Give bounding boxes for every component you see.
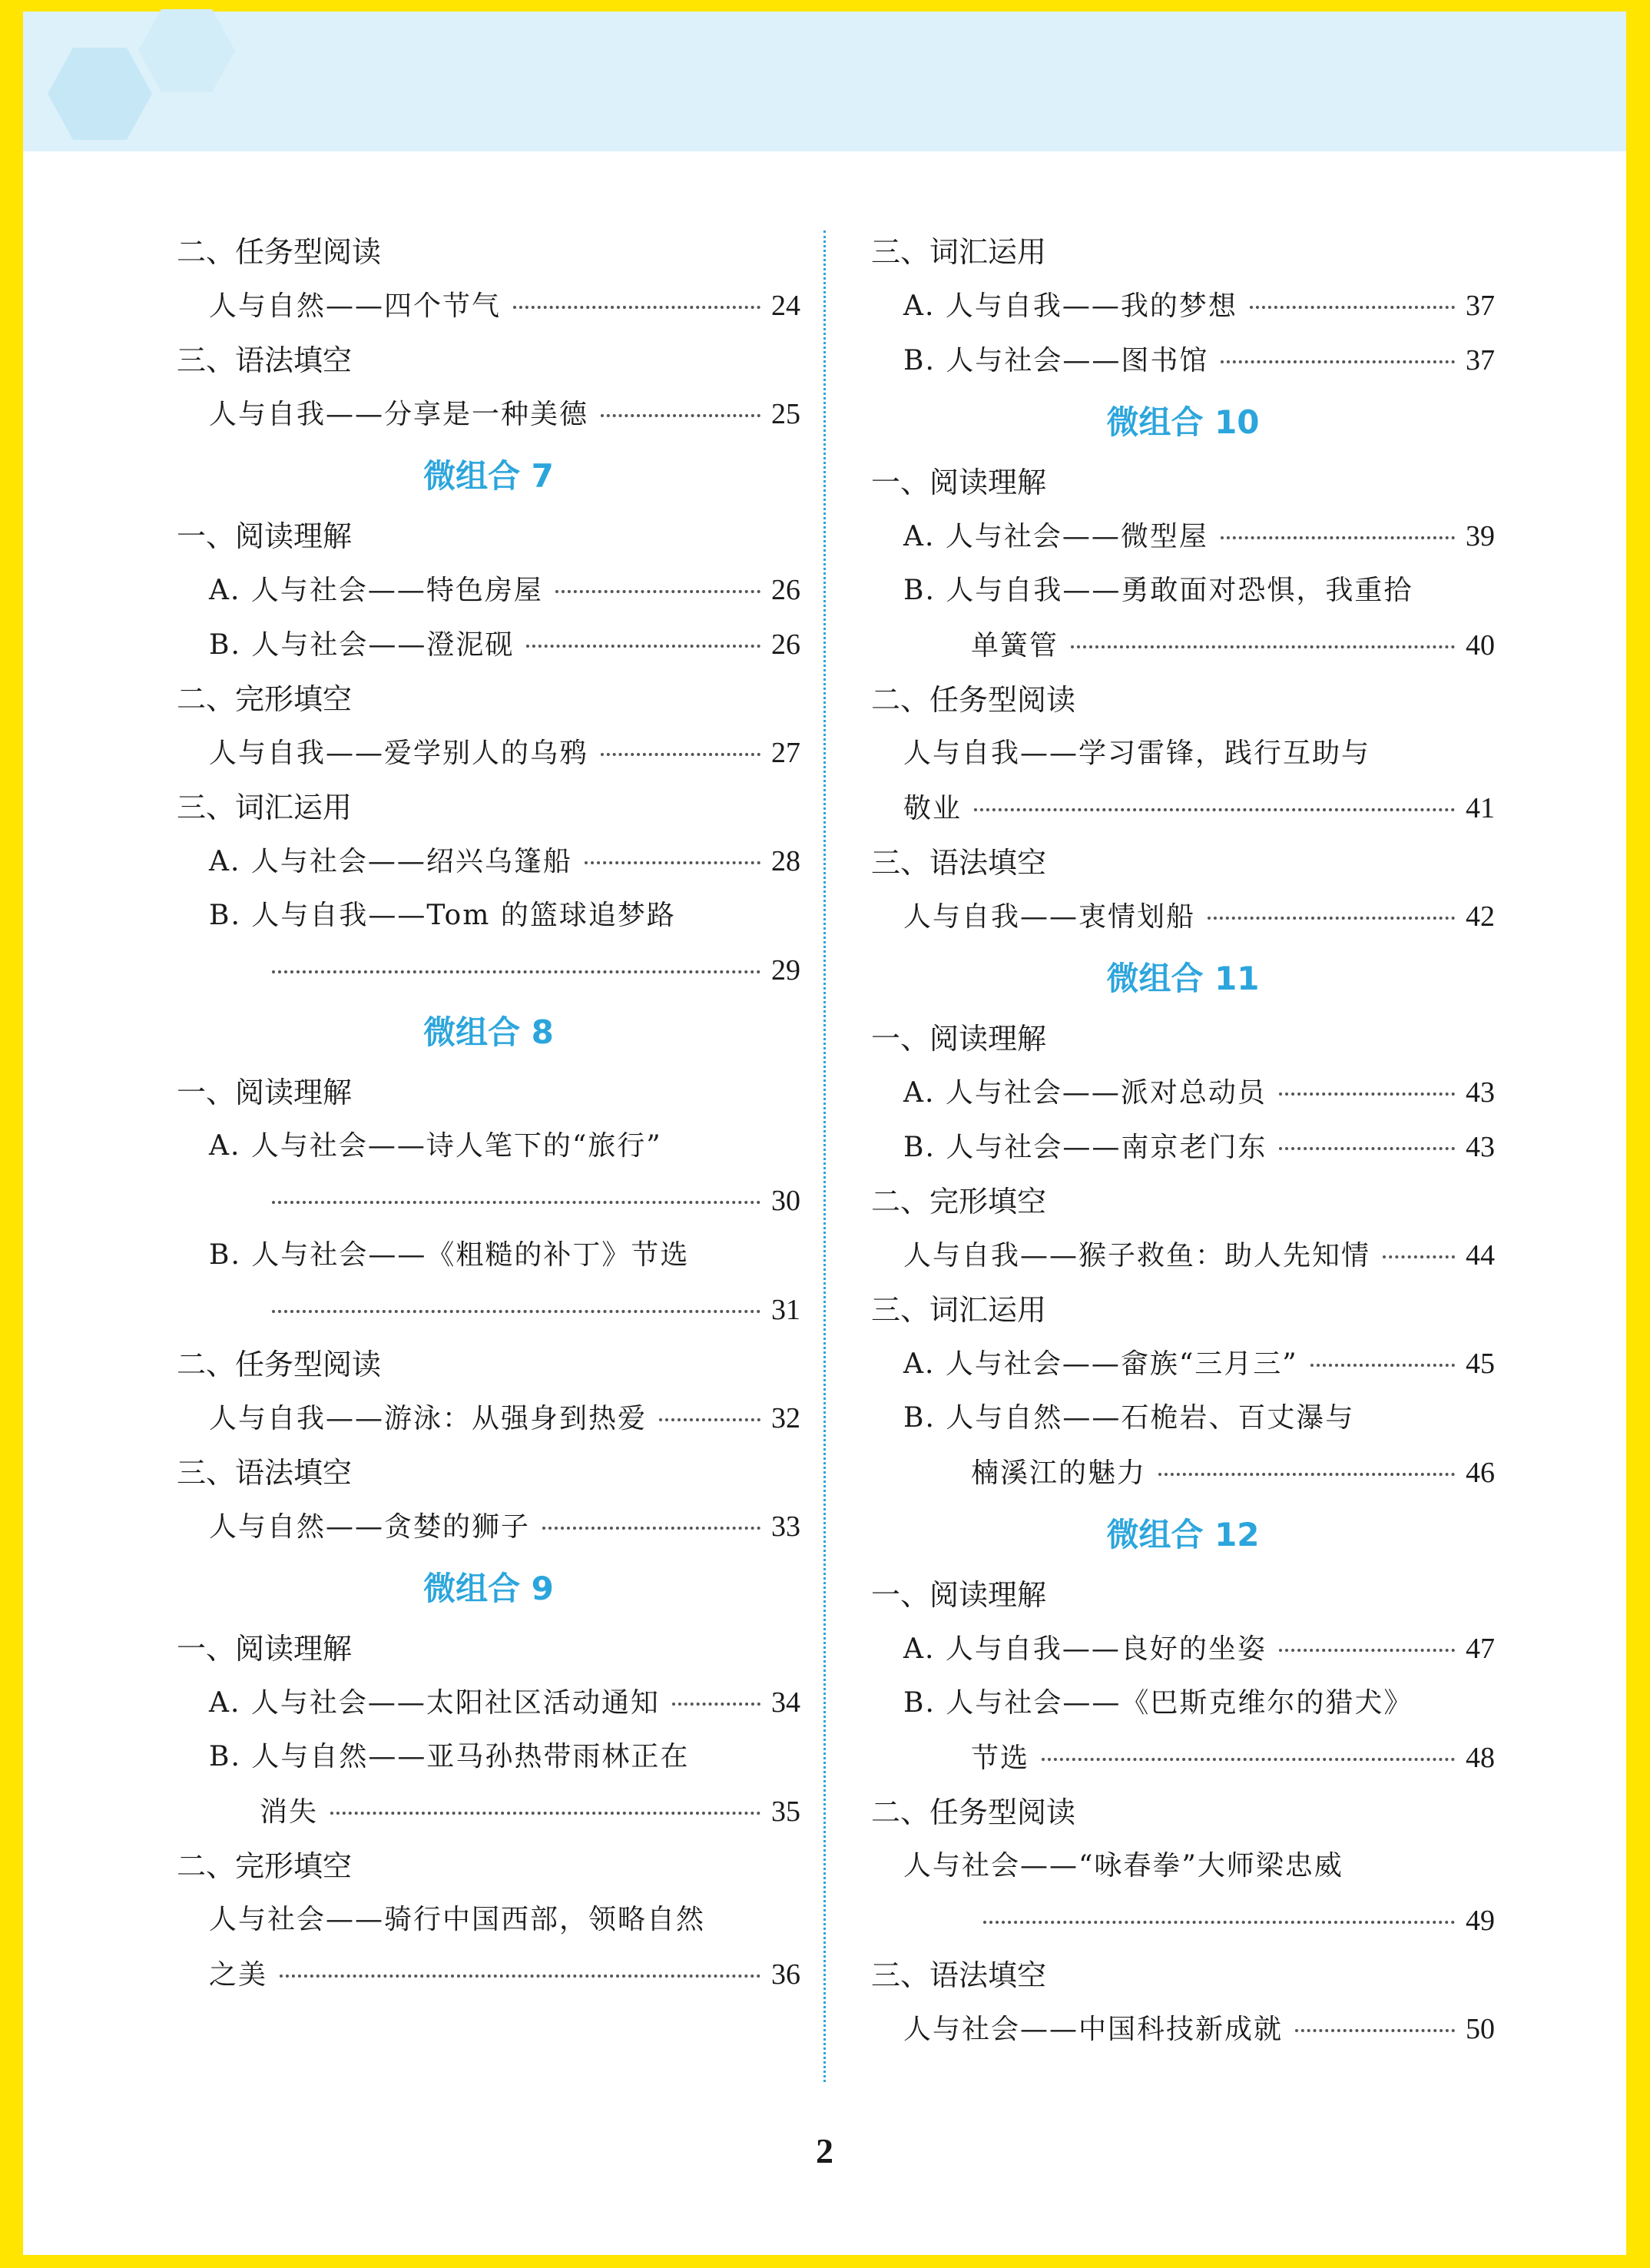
dot-leader bbox=[1221, 360, 1455, 363]
entry-page-number: 43 bbox=[1466, 1131, 1495, 1163]
section-heading: 三、词汇运用 bbox=[871, 1293, 1047, 1327]
page-number: 2 bbox=[816, 2131, 833, 2170]
entry-title: 人与自然——贪婪的狮子 bbox=[209, 1511, 531, 1543]
toc-entry bbox=[177, 1401, 800, 1455]
toc-entry bbox=[871, 288, 1495, 343]
entry-page-number: 45 bbox=[1466, 1348, 1495, 1380]
toc-entry-line bbox=[871, 736, 1495, 791]
toc-entry-line bbox=[871, 1849, 1495, 1903]
section-heading: 三、语法填空 bbox=[871, 846, 1047, 880]
section-heading: 一、阅读理解 bbox=[871, 1578, 1047, 1612]
entry-title: A. 人与社会——绍兴乌篷船 bbox=[209, 846, 572, 877]
entry-page-number: 48 bbox=[1466, 1742, 1495, 1774]
entry-page-number: 39 bbox=[1466, 520, 1495, 552]
entry-title: 敬业 bbox=[903, 793, 963, 824]
dot-leader bbox=[330, 1812, 760, 1815]
dot-leader bbox=[1279, 1147, 1455, 1150]
entry-title: A. 人与自我——我的梦想 bbox=[903, 290, 1238, 322]
entry-title: 人与自我——衷情划船 bbox=[903, 901, 1196, 933]
toc-right-column bbox=[871, 234, 1495, 2066]
entry-title: 人与自我——爱学别人的乌鸦 bbox=[209, 738, 589, 769]
unit-title: 微组合 9 bbox=[423, 1570, 554, 1607]
entry-page-number: 37 bbox=[1466, 290, 1495, 322]
dot-leader bbox=[983, 1921, 1455, 1924]
toc-entry bbox=[177, 1183, 800, 1238]
entry-page-number: 27 bbox=[771, 737, 800, 769]
hexagon-decoration-icon bbox=[137, 8, 237, 94]
dot-leader bbox=[1071, 645, 1455, 648]
entry-title: B. 人与社会——《粗糙的补丁》节选 bbox=[209, 1239, 690, 1271]
entry-title: 消失 bbox=[260, 1796, 319, 1828]
entry-page-number: 36 bbox=[771, 1958, 800, 1991]
section-heading: 二、任务型阅读 bbox=[177, 1348, 382, 1381]
toc-entry bbox=[177, 1509, 800, 1563]
toc-entry bbox=[871, 628, 1495, 682]
entry-page-number: 50 bbox=[1466, 2013, 1495, 2045]
dot-leader bbox=[1383, 1255, 1455, 1258]
entry-page-number: 32 bbox=[771, 1402, 800, 1434]
toc-entry bbox=[177, 1292, 800, 1347]
toc-entry bbox=[177, 288, 800, 343]
toc-left-column bbox=[177, 234, 800, 2011]
section-heading: 二、完形填空 bbox=[871, 1185, 1047, 1219]
entry-title: 人与社会——“咏春拳”大师梁忠威 bbox=[903, 1850, 1344, 1882]
dot-leader bbox=[585, 861, 760, 864]
unit-title: 微组合 7 bbox=[423, 457, 554, 495]
toc-entry bbox=[871, 899, 1495, 953]
dot-leader bbox=[1250, 306, 1455, 309]
entry-title: 人与社会——骑行中国西部，领略自然 bbox=[209, 1904, 706, 1935]
entry-page-number: 30 bbox=[771, 1185, 800, 1217]
toc-entry bbox=[177, 1685, 800, 1739]
section-heading: 二、任务型阅读 bbox=[871, 683, 1076, 717]
dot-leader bbox=[1279, 1649, 1455, 1652]
toc-entry bbox=[177, 396, 800, 451]
entry-title: B. 人与自我——Tom 的篮球追梦路 bbox=[209, 900, 676, 931]
entry-title: B. 人与社会——《巴斯克维尔的猎犬》 bbox=[903, 1687, 1413, 1719]
toc-entry bbox=[177, 627, 800, 681]
entry-page-number: 25 bbox=[771, 398, 800, 430]
entry-title: B. 人与自我——勇敢面对恐惧，我重拾 bbox=[903, 575, 1413, 606]
toc-entry bbox=[871, 1740, 1495, 1795]
toc-entry-line bbox=[177, 1902, 800, 1957]
toc-entry-line bbox=[177, 898, 800, 953]
toc-entry bbox=[871, 791, 1495, 845]
dot-leader bbox=[1042, 1758, 1455, 1761]
entry-page-number: 35 bbox=[771, 1796, 800, 1828]
entry-title: A. 人与社会——特色房屋 bbox=[209, 575, 543, 606]
column-divider bbox=[823, 230, 826, 2082]
section-heading: 二、任务型阅读 bbox=[177, 235, 382, 269]
entry-title: B. 人与社会——图书馆 bbox=[903, 345, 1209, 376]
dot-leader bbox=[272, 1201, 760, 1204]
section-heading: 三、语法填空 bbox=[177, 343, 353, 377]
section-heading: 三、词汇运用 bbox=[177, 791, 353, 824]
toc-entry bbox=[871, 1238, 1495, 1292]
entry-title: 楠溪江的魅力 bbox=[971, 1457, 1147, 1489]
entry-title: A. 人与社会——太阳社区活动通知 bbox=[209, 1687, 660, 1719]
entry-page-number: 31 bbox=[771, 1294, 800, 1326]
dot-leader bbox=[1310, 1364, 1455, 1367]
entry-title: B. 人与自然——亚马孙热带雨林正在 bbox=[209, 1741, 690, 1772]
toc-entry bbox=[871, 1455, 1495, 1510]
toc-entry bbox=[871, 1346, 1495, 1401]
unit-title: 微组合 8 bbox=[423, 1013, 554, 1051]
entry-page-number: 26 bbox=[771, 628, 800, 661]
toc-entry bbox=[871, 519, 1495, 573]
unit-title: 微组合 11 bbox=[1106, 960, 1260, 997]
toc-entry-line bbox=[871, 1401, 1495, 1455]
section-heading: 一、阅读理解 bbox=[177, 1632, 353, 1666]
section-heading: 三、语法填空 bbox=[177, 1456, 353, 1490]
entry-title: A. 人与社会——畲族“三月三” bbox=[903, 1348, 1298, 1380]
toc-entry-line bbox=[177, 1238, 800, 1292]
entry-page-number: 41 bbox=[1466, 792, 1495, 824]
entry-title: 人与自我——猴子救鱼：助人先知情 bbox=[903, 1240, 1371, 1272]
entry-title: A. 人与社会——派对总动员 bbox=[903, 1077, 1267, 1109]
dot-leader bbox=[1279, 1093, 1455, 1096]
entry-page-number: 44 bbox=[1466, 1239, 1495, 1272]
section-heading: 一、阅读理解 bbox=[871, 466, 1047, 499]
toc-entry bbox=[871, 1075, 1495, 1129]
toc-entry bbox=[871, 1631, 1495, 1686]
dot-leader bbox=[555, 590, 760, 593]
entry-page-number: 43 bbox=[1466, 1076, 1495, 1109]
entry-title: B. 人与社会——澄泥砚 bbox=[209, 629, 515, 661]
entry-page-number: 49 bbox=[1466, 1905, 1495, 1937]
dot-leader bbox=[601, 753, 760, 756]
toc-entry bbox=[177, 735, 800, 790]
entry-title: 人与自我——游泳：从强身到热爱 bbox=[209, 1403, 648, 1434]
dot-leader bbox=[526, 645, 760, 648]
unit-title: 微组合 10 bbox=[1106, 403, 1260, 441]
toc-entry bbox=[871, 1129, 1495, 1184]
section-heading: 一、阅读理解 bbox=[177, 519, 353, 553]
toc-entry-line bbox=[871, 573, 1495, 628]
dot-leader bbox=[272, 970, 760, 973]
dot-leader bbox=[974, 808, 1455, 811]
entry-title: A. 人与社会——微型屋 bbox=[903, 521, 1208, 552]
dot-leader bbox=[1295, 2029, 1455, 2032]
toc-entry bbox=[177, 1794, 800, 1849]
dot-leader bbox=[1221, 536, 1455, 539]
entry-page-number: 34 bbox=[771, 1686, 800, 1719]
entry-title: 人与自然——四个节气 bbox=[209, 290, 502, 322]
entry-page-number: 29 bbox=[771, 954, 800, 986]
toc-entry-line bbox=[871, 1686, 1495, 1740]
entry-page-number: 46 bbox=[1466, 1457, 1495, 1489]
entry-page-number: 47 bbox=[1466, 1633, 1495, 1665]
section-heading: 二、任务型阅读 bbox=[871, 1796, 1076, 1829]
section-heading: 三、语法填空 bbox=[871, 1958, 1047, 1992]
dot-leader bbox=[601, 414, 760, 417]
entry-page-number: 37 bbox=[1466, 344, 1495, 376]
toc-entry bbox=[871, 2011, 1495, 2066]
toc-entry-line bbox=[177, 1129, 800, 1183]
entry-title: 人与自我——分享是一种美德 bbox=[209, 399, 589, 430]
dot-leader bbox=[659, 1418, 760, 1421]
toc-entry bbox=[871, 1903, 1495, 1958]
toc-entry bbox=[177, 572, 800, 627]
dot-leader bbox=[542, 1527, 760, 1530]
toc-entry bbox=[177, 1957, 800, 2011]
entry-title: A. 人与社会——诗人笔下的“旅行” bbox=[209, 1130, 662, 1162]
dot-leader bbox=[280, 1975, 760, 1978]
page bbox=[23, 12, 1626, 2255]
entry-title: 单簧管 bbox=[971, 630, 1059, 662]
unit-title: 微组合 12 bbox=[1106, 1516, 1260, 1553]
section-heading: 三、词汇运用 bbox=[871, 235, 1047, 269]
entry-title: A. 人与自我——良好的坐姿 bbox=[903, 1633, 1267, 1665]
entry-page-number: 24 bbox=[771, 290, 800, 322]
dot-leader bbox=[272, 1310, 760, 1313]
dot-leader bbox=[672, 1703, 760, 1706]
dot-leader bbox=[513, 306, 760, 309]
toc-entry bbox=[177, 953, 800, 1007]
dot-leader bbox=[1208, 917, 1455, 920]
entry-title: 人与社会——中国科技新成就 bbox=[903, 2014, 1284, 2045]
entry-page-number: 42 bbox=[1466, 900, 1495, 933]
entry-title: 节选 bbox=[971, 1742, 1030, 1774]
dot-leader bbox=[1158, 1473, 1455, 1476]
entry-page-number: 26 bbox=[771, 574, 800, 606]
toc-entry bbox=[871, 343, 1495, 397]
section-heading: 一、阅读理解 bbox=[871, 1022, 1047, 1056]
header-band bbox=[23, 12, 1626, 151]
section-heading: 一、阅读理解 bbox=[177, 1076, 353, 1109]
entry-title: B. 人与自然——石桅岩、百丈瀑与 bbox=[903, 1402, 1355, 1434]
entry-title: B. 人与社会——南京老门东 bbox=[903, 1132, 1267, 1163]
section-heading: 二、完形填空 bbox=[177, 1849, 353, 1883]
entry-page-number: 40 bbox=[1466, 629, 1495, 662]
entry-page-number: 28 bbox=[771, 845, 800, 877]
section-heading: 二、完形填空 bbox=[177, 682, 353, 716]
entry-title: 之美 bbox=[209, 1959, 268, 1991]
entry-page-number: 33 bbox=[771, 1510, 800, 1543]
entry-title: 人与自我——学习雷锋，践行互助与 bbox=[903, 738, 1371, 769]
toc-entry-line bbox=[177, 1739, 800, 1794]
toc-entry bbox=[177, 844, 800, 898]
